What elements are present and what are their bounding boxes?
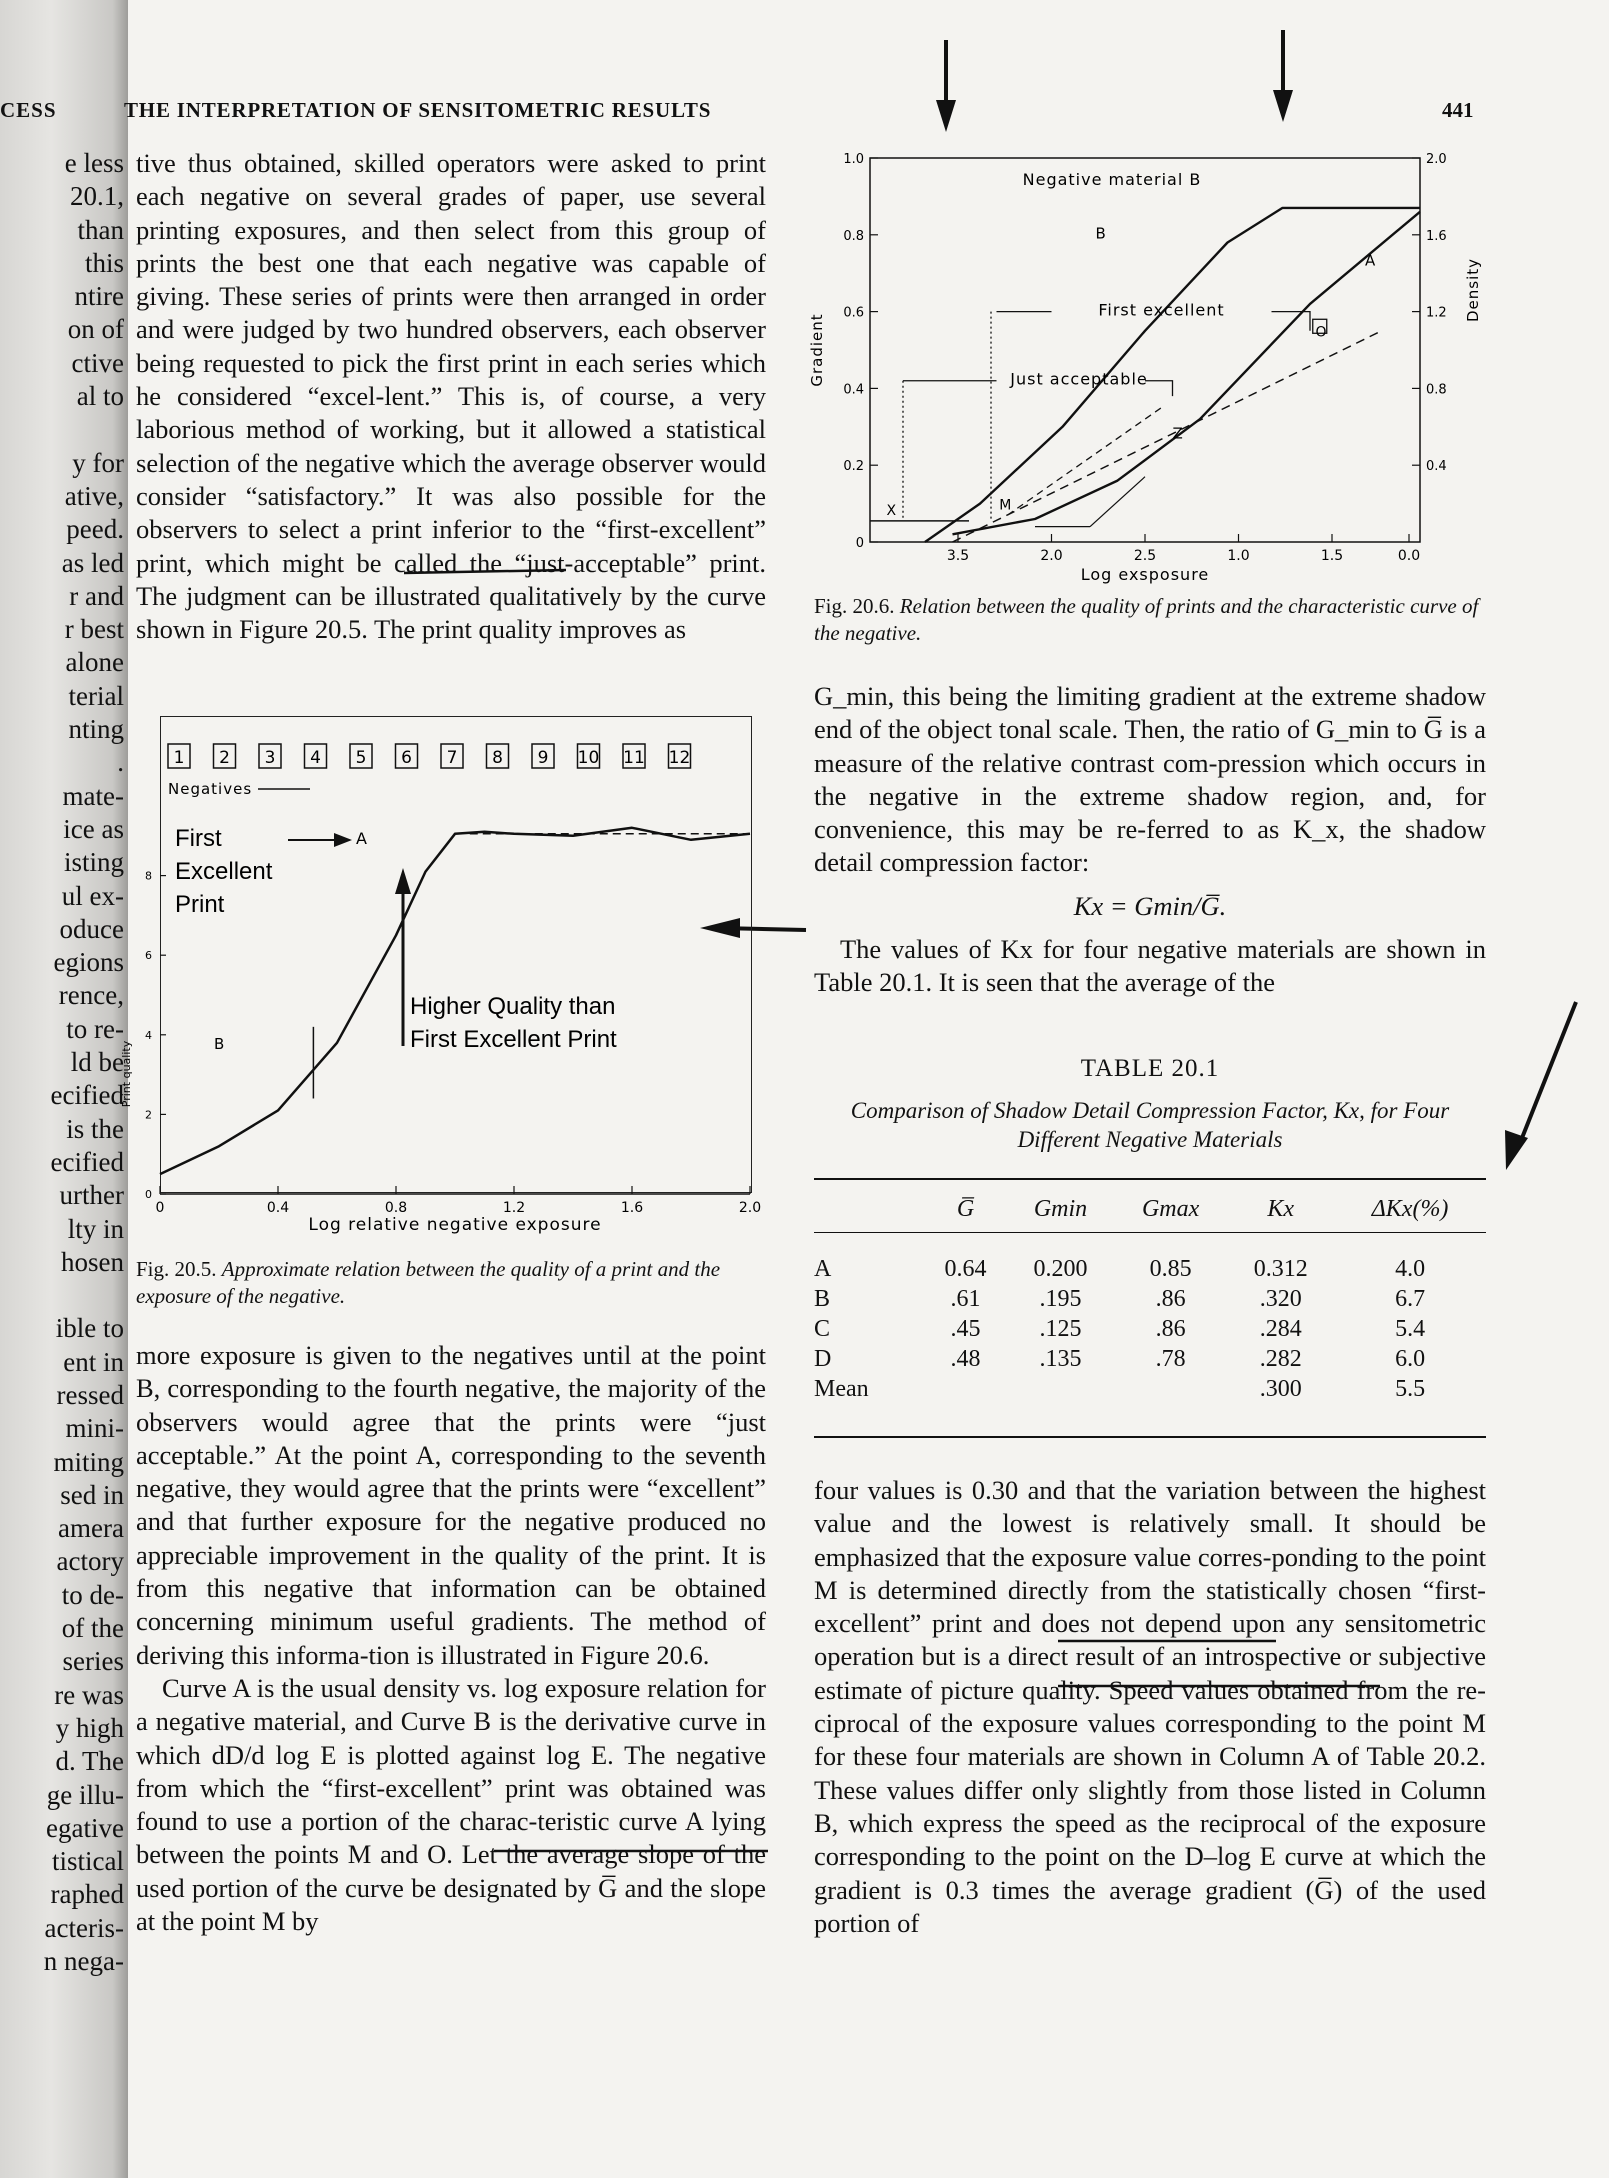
left-fragment-line: miting bbox=[53, 1446, 124, 1477]
left-fragment-line: series bbox=[62, 1646, 124, 1677]
left-fragment-line: as led bbox=[61, 547, 124, 578]
y-tick-label: 8 bbox=[145, 869, 152, 883]
left-fragment-line: ice as bbox=[63, 813, 124, 844]
right-column-text-bottom bbox=[814, 1474, 1486, 1940]
left-fragment-line: ent in bbox=[63, 1346, 124, 1377]
table-cell: B bbox=[814, 1285, 831, 1312]
left-fragment-line: tistical bbox=[52, 1846, 124, 1877]
left-fragment-line: ative, bbox=[64, 480, 124, 511]
just-acceptable-bracket-right bbox=[1145, 381, 1173, 396]
paragraph-1: more exposure is given to the negatives until at the point B, corresponding to the fourth negative, the majority of the observers would agree that the prints were “just acceptable.” At the point A, corresponding to the seventh negative, they would agree that the prints were “excellent” and that further exposure for the negative produced no appreciable improvement in the quality of the print. It is from this negative that information can be obtained concerning minimum useful gradients. The method of deriving this informa-tion is illustrated in Figure 20.6. bbox=[136, 1340, 766, 1670]
left-fragment-line: alone bbox=[65, 647, 124, 678]
left-column-text-top bbox=[136, 147, 766, 646]
paragraph-1: G_min, this being the limiting gradient at the extreme shadow end of the object tonal scale. Then, the ratio of G_min to G̅ is a measure of the relative contrast com-pression which occurs in the negative in the extreme shadow region, and, for convenience, this may be re-ferred to as K_x, the shadow detail compression factor: bbox=[814, 681, 1486, 878]
negative-number: 7 bbox=[446, 748, 458, 768]
just-acceptable-dashed bbox=[1008, 408, 1162, 516]
table-cell: .86 bbox=[1155, 1285, 1186, 1312]
negative-number: 8 bbox=[492, 748, 503, 768]
table-row bbox=[814, 1232, 1486, 1284]
point-b-label: B bbox=[1095, 224, 1106, 243]
negative-number: 12 bbox=[668, 748, 691, 768]
paragraph: four values is 0.30 and that the variation between the highest value and the lowest is relatively small. It should be emphasized that the exposure value corres-ponding to the point M is determined directly from the statistically chosen “first-excellent” print and does not depend upon any sensitometric operation but is a direct result of an introspective or subjective estimate of picture quality. Speed values obtained from the re-ciprocal of the exposure values corresponding to the point M for these four materials are shown in Column A of Table 20.2. These values differ only slightly from those listed in Column B, which express the speed as the reciprocal of the exposure corresponding to the point on the D–log E curve at which the gradient is 0.3 times the average gradient (G̅) of the used portion of bbox=[814, 1475, 1486, 1938]
y2-tick-label: 1.6 bbox=[1426, 228, 1447, 244]
figure-20-6-caption bbox=[814, 593, 1486, 647]
table-header-cell: Gmin bbox=[1033, 1195, 1088, 1222]
table-cell: C bbox=[814, 1315, 831, 1342]
figure-20-5-caption bbox=[136, 1256, 766, 1310]
x-axis-label: Log relative negative exposure bbox=[308, 1215, 602, 1235]
point-b-label: B bbox=[214, 1035, 225, 1053]
table-title: TABLE 20.1 bbox=[1080, 1055, 1220, 1082]
left-fragment-line: y high bbox=[55, 1712, 124, 1743]
left-fragment-line: isting bbox=[63, 847, 124, 878]
paragraph-2: Curve A is the usual density vs. log exposure relation for a negative material, and Curve B is the derivative curve in which dD/d log E is plotted against log E. The negative from which the “first-excellent” print was obtained was found to use a portion of the charac-teristic curve A lying between the points M and O. Let the average slope of the used portion of the curve be designated by G̅ and the slope at the point M by bbox=[136, 1672, 766, 1937]
annotation-first-excellent: First bbox=[175, 825, 222, 852]
figure-20-6-chart bbox=[800, 140, 1500, 590]
left-fragment-line: rence, bbox=[58, 980, 124, 1011]
left-fragment-line: egions bbox=[53, 947, 124, 978]
left-fragment-line: ntire bbox=[74, 281, 124, 312]
equation-kx: Kx = Gmin/G̅. bbox=[1073, 890, 1227, 921]
x-tick-label: 1.0 bbox=[1227, 548, 1250, 564]
left-fragment-line: d. The bbox=[55, 1746, 124, 1777]
curve-b bbox=[925, 208, 1420, 542]
point-m-label: M bbox=[999, 497, 1012, 514]
left-fragment-line: re was bbox=[54, 1679, 124, 1710]
left-fragment-line: ible to bbox=[55, 1313, 124, 1344]
annotation-first-excellent: Excellent bbox=[175, 858, 273, 885]
table-cell: .320 bbox=[1259, 1285, 1302, 1312]
annotation-higher-quality: Higher Quality than bbox=[410, 993, 616, 1020]
y-tick-label: 0 bbox=[145, 1188, 152, 1201]
arrow-diagonal bbox=[1518, 1002, 1576, 1148]
arrow-up-head bbox=[395, 868, 411, 894]
left-fragment-line: acteris- bbox=[44, 1912, 124, 1943]
y-tick-label: 0.2 bbox=[843, 459, 864, 475]
caption-label: Fig. 20.6. bbox=[814, 594, 895, 618]
y2-tick-label: 0.8 bbox=[1426, 382, 1447, 398]
table-cell: 0.85 bbox=[1149, 1255, 1192, 1282]
left-fragment-line: lty in bbox=[67, 1213, 124, 1244]
left-fragment-line: to de- bbox=[61, 1579, 124, 1610]
left-fragment-line: n nega- bbox=[43, 1946, 124, 1977]
left-fragment-line: ecified bbox=[50, 1146, 124, 1177]
table-bottom-rule bbox=[814, 1436, 1486, 1438]
left-fragment-line: urther bbox=[59, 1180, 124, 1211]
annotation-higher-quality: First Excellent Print bbox=[410, 1026, 617, 1053]
annotation-first-excellent: Print bbox=[175, 891, 225, 918]
negative-number: 9 bbox=[537, 748, 549, 768]
table-header-cell bbox=[814, 1186, 924, 1232]
left-fragment-line: amera bbox=[58, 1513, 124, 1544]
left-fragment-line: is the bbox=[66, 1113, 124, 1144]
negative-number: 10 bbox=[577, 748, 600, 768]
left-fragment-line: oduce bbox=[59, 913, 124, 944]
left-fragment-line: hosen bbox=[61, 1246, 124, 1277]
table-header-row bbox=[814, 1186, 1486, 1232]
left-fragment-line: to re- bbox=[66, 1013, 124, 1044]
y-tick-label: 4 bbox=[145, 1028, 152, 1042]
left-fragment-line: ul ex- bbox=[61, 880, 124, 911]
tangent-z bbox=[1090, 477, 1145, 527]
table-cell: 5.4 bbox=[1395, 1315, 1426, 1342]
paragraph-2: The values of Kx for four negative materials are shown in Table 20.1. It is seen that the average of the bbox=[814, 934, 1486, 998]
left-fragment-line: 20.1, bbox=[70, 181, 124, 212]
running-title: THE INTERPRETATION OF SENSITOMETRIC RESULTS bbox=[124, 98, 712, 122]
table-row bbox=[814, 1344, 1486, 1374]
table-row bbox=[814, 1284, 1486, 1314]
arrow-to-a-head bbox=[334, 833, 352, 847]
right-column-text-top bbox=[814, 680, 1486, 1000]
caption-label: Fig. 20.5. bbox=[136, 1257, 217, 1281]
y2-tick-label: 0.4 bbox=[1426, 459, 1447, 475]
left-fragment-line: raphed bbox=[50, 1879, 124, 1910]
page-number: 441 bbox=[1442, 98, 1474, 122]
table-cell: 0.64 bbox=[944, 1255, 987, 1282]
y2-tick-label: 2.0 bbox=[1426, 152, 1447, 167]
table-row bbox=[814, 1314, 1486, 1344]
point-a-label: A bbox=[1365, 251, 1376, 270]
negative-number: 11 bbox=[623, 748, 645, 768]
table-header-cell: G̅ bbox=[956, 1195, 975, 1222]
left-fragment-line: terial bbox=[68, 680, 124, 711]
table-cell: 0.200 bbox=[1033, 1255, 1088, 1282]
x-tick-label: 2.0 bbox=[738, 1200, 762, 1216]
left-fragment-line: mini- bbox=[65, 1413, 124, 1444]
negative-number: 5 bbox=[355, 748, 367, 768]
table-header-cell: ΔKx(%) bbox=[1371, 1195, 1449, 1222]
y-tick-label: 0.6 bbox=[843, 305, 864, 321]
y-tick-label: 0 bbox=[855, 536, 864, 551]
paragraph: tive thus obtained, skilled operators were asked to print each negative on several grades of paper, use several printing exposures, and then select from this group of prints the best one that each negative was capable of giving. These series of prints were then arranged in order and were judged by two hundred observers, each observer being requested to pick the first print in each series which he considered “excel-lent.” This is, of course, a very laborious method of working, but it allowed a statistical selection of the negative which the average observer would consider “satisfactory.” It was also possible for the observers to select a print inferior to the “first-excellent” print, which might be called the “just-acceptable” print. The judgment can be illustrated qualitatively by the curve shown in Figure 20.5. The print quality improves as bbox=[136, 148, 766, 645]
point-a-label: A bbox=[356, 829, 367, 848]
table-cell: .78 bbox=[1155, 1345, 1186, 1372]
caption-text: Approximate relation between the quality of a print and the exposure of the negative. bbox=[136, 1257, 721, 1308]
x-tick-label: 1.2 bbox=[502, 1200, 526, 1216]
left-fragment-line: y for bbox=[72, 447, 124, 478]
negative-number: 2 bbox=[219, 748, 230, 768]
label-negative-material: Negative material B bbox=[1022, 169, 1202, 189]
table-cell: .282 bbox=[1259, 1345, 1302, 1372]
left-fragment-line: actory bbox=[56, 1546, 124, 1577]
negative-number: 1 bbox=[173, 748, 185, 768]
figure-20-5-chart bbox=[120, 716, 762, 1235]
left-fragment-line: al to bbox=[76, 381, 124, 412]
left-fragment-line: than bbox=[77, 214, 124, 245]
left-fragment-line: r and bbox=[69, 580, 124, 611]
y-tick-label: 0.8 bbox=[843, 228, 864, 244]
table-cell: 4.0 bbox=[1395, 1255, 1426, 1282]
left-fragment-line: of the bbox=[61, 1613, 124, 1644]
negative-number: 3 bbox=[264, 748, 276, 768]
label-first-excellent: First excellent bbox=[1098, 300, 1225, 320]
y-tick-label: 1.0 bbox=[843, 152, 864, 167]
point-z-label: Z bbox=[1172, 424, 1183, 443]
table-cell: .284 bbox=[1259, 1315, 1302, 1342]
y2-tick-label: 1.2 bbox=[1426, 305, 1447, 321]
y-tick-label: 2 bbox=[145, 1108, 152, 1122]
table-header-cell: Gmax bbox=[1141, 1195, 1200, 1222]
left-fragment-line: sed in bbox=[60, 1479, 124, 1510]
x-tick-label: 3.5 bbox=[946, 548, 970, 564]
arrow-down-left-head bbox=[936, 100, 956, 132]
table-cell: Mean bbox=[814, 1375, 869, 1402]
table-cell bbox=[1114, 1374, 1227, 1404]
y-axis-label: Gradient bbox=[808, 313, 826, 387]
table-cell bbox=[1007, 1374, 1114, 1404]
left-column-text-bottom bbox=[136, 1339, 766, 1938]
left-fragment-line: r best bbox=[64, 614, 124, 645]
x-tick-label: 0.0 bbox=[1397, 548, 1421, 564]
y-tick-label: 0.4 bbox=[843, 382, 864, 398]
x-tick-label: 1.5 bbox=[1320, 548, 1344, 564]
left-page-header-fragment: CESS bbox=[0, 98, 57, 122]
table-cell: .300 bbox=[1259, 1375, 1302, 1402]
y2-axis-label: Density bbox=[1464, 257, 1482, 323]
left-fragment-line: ctive bbox=[71, 347, 124, 378]
x-tick-label: 0.8 bbox=[384, 1200, 408, 1216]
left-fragment-line: egative bbox=[46, 1812, 124, 1843]
table-cell: .195 bbox=[1039, 1285, 1082, 1312]
point-x-label: X bbox=[886, 503, 897, 520]
left-fragment-line: ressed bbox=[56, 1379, 124, 1410]
table-header-cell: Kx bbox=[1267, 1195, 1295, 1222]
y-axis-label: Print quality bbox=[120, 1040, 133, 1108]
arrow-down-right-head bbox=[1273, 90, 1293, 122]
table-cell: .61 bbox=[950, 1285, 981, 1312]
table-top-rule bbox=[814, 1178, 1486, 1180]
left-fragment-line: peed. bbox=[66, 514, 124, 545]
table-cell: D bbox=[814, 1345, 832, 1372]
average-gradient-dashed bbox=[953, 331, 1382, 542]
left-fragment-line: ecified bbox=[50, 1080, 124, 1111]
caption-text: Relation between the quality of prints and the characteristic curve of the negative. bbox=[814, 594, 1479, 645]
negatives-label: Negatives bbox=[168, 780, 253, 798]
plot-frame bbox=[870, 158, 1420, 542]
left-fragment-line: . bbox=[117, 747, 124, 778]
x-tick-label: 1.6 bbox=[620, 1200, 644, 1216]
table-cell bbox=[924, 1374, 1007, 1404]
table-cell: 6.7 bbox=[1395, 1285, 1426, 1312]
label-just-acceptable: Just acceptable bbox=[1010, 369, 1148, 389]
x-tick-label: 2.0 bbox=[1040, 548, 1063, 564]
negative-number: 4 bbox=[310, 748, 321, 768]
table-row bbox=[814, 1374, 1486, 1404]
left-fragment-line: mate- bbox=[62, 780, 124, 811]
x-tick-label: 0 bbox=[155, 1200, 165, 1216]
left-fragment-line: this bbox=[84, 247, 124, 278]
table-20-1 bbox=[814, 1186, 1486, 1404]
negative-number: 6 bbox=[401, 748, 412, 768]
left-fragment-line: on of bbox=[67, 314, 124, 345]
table-cell: .135 bbox=[1039, 1345, 1082, 1372]
table-cell: 0.312 bbox=[1253, 1255, 1308, 1282]
table-cell: 6.0 bbox=[1395, 1345, 1426, 1372]
table-cell: .125 bbox=[1039, 1315, 1082, 1342]
table-cell: .45 bbox=[950, 1315, 981, 1342]
table-header-rule bbox=[814, 1232, 1486, 1233]
first-excellent-bracket-right bbox=[1272, 312, 1311, 331]
left-fragment-line: e less bbox=[64, 148, 124, 178]
table-cell: .86 bbox=[1155, 1315, 1186, 1342]
point-o-label: O bbox=[1315, 324, 1327, 341]
y-tick-label: 6 bbox=[145, 949, 152, 963]
left-fragment-line: ge illu- bbox=[46, 1779, 124, 1810]
x-axis-label: Log exsposure bbox=[1080, 565, 1210, 584]
table-cell: A bbox=[814, 1255, 832, 1282]
table-cell: 5.5 bbox=[1395, 1375, 1426, 1402]
left-fragment-line: ld be bbox=[70, 1047, 124, 1078]
x-tick-label: 2.5 bbox=[1133, 548, 1157, 564]
x-tick-label: 0.4 bbox=[266, 1200, 290, 1216]
left-fragment-line: nting bbox=[68, 714, 124, 745]
table-subtitle: Comparison of Shadow Detail Compression Factor, Kx, for Four Different Negative Materials bbox=[850, 1098, 1450, 1152]
table-cell: .48 bbox=[950, 1345, 981, 1372]
